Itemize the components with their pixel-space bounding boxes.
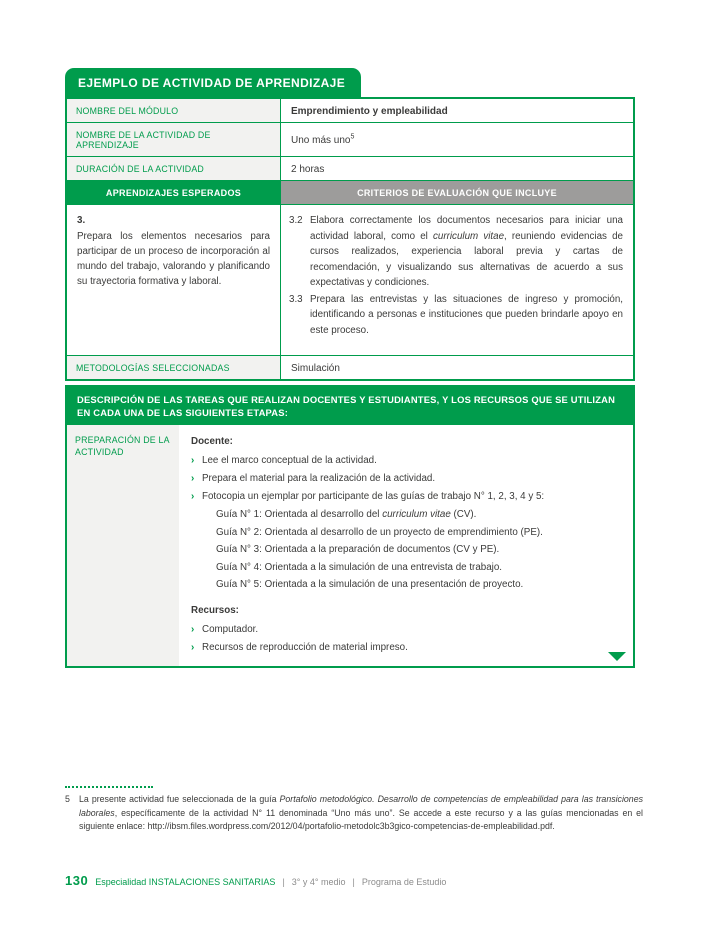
bullet-item (191, 640, 619, 655)
footnote-marker: 5 (65, 794, 70, 804)
row-value-methodology: Simulación (291, 362, 340, 374)
text-segment: Guía N° 2: Orientada al desarrollo de un proyecto de emprendimiento (PE). (216, 526, 543, 538)
guide-line (216, 525, 619, 540)
bullet-text (202, 622, 619, 637)
footer-program: Programa de Estudio (361, 877, 447, 887)
chevron-bullet-icon: › (191, 624, 195, 635)
bullet-item (191, 622, 619, 637)
learning-text: Prepara los elementos necesarios para participar de un proceso de incorporación al mundo del trabajo, valorando y planificando su trayectoria formativa y laboral. (77, 231, 270, 287)
chevron-bullet-icon: › (191, 491, 195, 502)
chevron-bullet-icon: › (191, 473, 195, 484)
text-segment: curriculum vitae (433, 230, 505, 242)
chevron-bullet-icon: › (191, 642, 195, 653)
table-row-duration (67, 156, 633, 180)
text-segment: Prepara el material para la realización de la actividad. (202, 473, 436, 484)
bullet-text (202, 489, 619, 504)
footnote (65, 793, 643, 834)
bullet-item (191, 489, 619, 504)
criterion-item (289, 292, 623, 339)
table-row-activity-name (67, 122, 633, 156)
recursos-heading: Recursos: (191, 605, 239, 616)
column-header-row (67, 180, 633, 204)
row-value-activity-name (281, 123, 633, 156)
page-number: 130 (65, 873, 89, 888)
activity-section (65, 68, 635, 668)
footer-specialty: Especialidad INSTALACIONES SANITARIAS (95, 877, 276, 887)
bullet-item (191, 453, 619, 468)
text-segment: La presente actividad fue seleccionada de la guía (79, 794, 280, 804)
footnote-rule (65, 786, 153, 788)
recursos-list (191, 622, 619, 655)
activity-name-text: Uno más uno (291, 134, 351, 146)
text-segment: Guía N° 4: Orientada a la simulación de una entrevista de trabajo. (216, 561, 503, 573)
learning-number: 3. (77, 215, 86, 226)
stage-row (67, 425, 633, 666)
row-label-methodology: METODOLOGÍAS SELECCIONADAS (67, 356, 281, 379)
text-segment: Prepara las entrevistas y las situaciones de ingreso y promoción, identificando a personas e instituciones que pueden brindarle apoyo en este proceso. (310, 293, 623, 336)
description-block (65, 385, 635, 668)
footnote-text (79, 793, 643, 834)
text-segment: Guía N° 1: Orientada al desarrollo del (216, 509, 383, 520)
guide-line (216, 577, 619, 592)
continuation-arrow-icon (608, 652, 626, 661)
guide-line (216, 507, 619, 522)
text-segment: (CV). (450, 509, 477, 520)
row-value-module (281, 99, 633, 122)
criterion-text (310, 292, 623, 339)
text-segment: Fotocopia un ejemplar por participante de las guías de trabajo N° 1, 2, 3, 4 y 5: (202, 491, 545, 502)
chevron-bullet-icon: › (191, 455, 195, 466)
footnote-ref-sup: 5 (350, 133, 355, 141)
table-row-module (67, 99, 633, 122)
expected-learning-cell (67, 205, 281, 355)
text-segment: Recursos de reproducción de material impreso. (202, 642, 408, 653)
text-segment: Guía N° 3: Orientada a la preparación de documentos (CV y PE). (216, 544, 500, 555)
guide-line (216, 560, 619, 575)
criteria-header-cell: CRITERIOS DE EVALUACIÓN QUE INCLUYE (281, 181, 633, 204)
text-segment: Portafolio metodológico. Desarrollo de competencias de empleabilidad para las transiciones laborales (79, 794, 643, 818)
text-segment: Guía N° 5: Orientada a la simulación de una presentación de proyecto. (216, 579, 524, 590)
criterion-number: 3.2 (289, 215, 303, 226)
description-banner: DESCRIPCIÓN DE LAS TAREAS QUE REALIZAN DOCENTES Y ESTUDIANTES, Y LOS RECURSOS QUE SE UTILIZAN EN CADA UNA DE LAS SIGUIENTES ETAPAS: (67, 387, 633, 425)
docente-list (191, 453, 619, 504)
learning-header-cell: APRENDIZAJES ESPERADOS (67, 181, 281, 204)
row-label-module: NOMBRE DEL MÓDULO (67, 99, 281, 122)
bullet-item (191, 471, 619, 486)
criteria-list (281, 205, 633, 355)
footer-separator: | (282, 877, 285, 887)
bullet-text (202, 453, 619, 468)
criterion-item (289, 213, 623, 291)
criterion-number: 3.3 (289, 293, 303, 305)
text-segment: Elabora correctamente los documentos necesarios para iniciar una actividad laboral, como el (310, 215, 623, 242)
activity-name (291, 135, 354, 146)
content-row (67, 204, 633, 355)
bullet-text (202, 471, 619, 486)
footer-separator: | (352, 877, 355, 887)
criterion-text (310, 213, 623, 291)
page-title: EJEMPLO DE ACTIVIDAD DE APRENDIZAJE (78, 76, 346, 90)
text-segment: Computador. (202, 624, 259, 635)
text-segment: , específicamente de la actividad N° 11 denominada “Uno más uno”. Se accede a este recurso y a las guías mencionadas en el siguiente enlace: http://ibsm.files.wordpress.com/2012/04/portafolio-metodolc3b3gico-competencias-de-empleabilidad.pdf. (79, 807, 643, 831)
bullet-text (202, 640, 619, 655)
text-segment: Lee el marco conceptual de la actividad. (202, 455, 377, 466)
activity-table (65, 97, 635, 381)
row-value-duration: 2 horas (291, 163, 325, 175)
text-segment: , reuniendo evidencias de cursos realizados, experiencia laboral previa y cartas de recomendación, y visualizando sus alternativas de acuerdo a sus expectativas y condiciones. (310, 230, 623, 288)
section-title-tab (65, 68, 361, 97)
footer-grade: 3° y 4° medio (291, 877, 346, 887)
stage-content (179, 425, 633, 666)
docente-heading: Docente: (191, 436, 233, 447)
footnote-block (65, 786, 643, 834)
row-label-duration: DURACIÓN DE LA ACTIVIDAD (67, 157, 281, 180)
guide-list (191, 507, 619, 592)
page-footer (65, 873, 446, 888)
stage-label: PREPARACIÓN DE LA ACTIVIDAD (67, 425, 179, 666)
text-segment: curriculum vitae (382, 509, 451, 520)
module-name: Emprendimiento y empleabilidad (291, 105, 448, 117)
row-label-activity-name: NOMBRE DE LA ACTIVIDAD DE APRENDIZAJE (67, 123, 281, 156)
table-row-methodology (67, 355, 633, 379)
guide-line (216, 542, 619, 557)
